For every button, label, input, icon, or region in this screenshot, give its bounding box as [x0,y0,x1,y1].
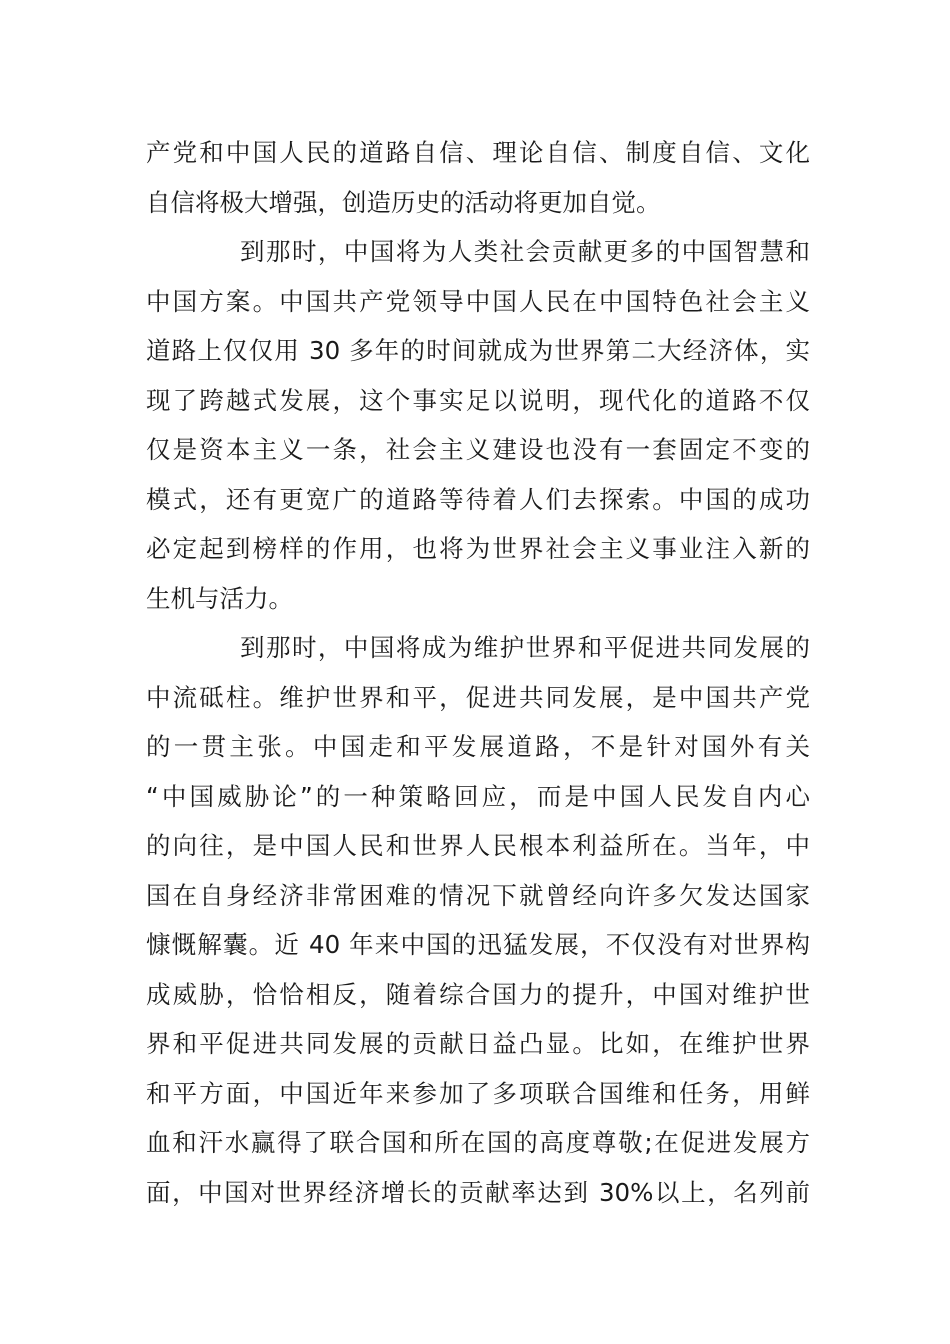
text-line: 自信将极大增强，创造历史的活动将更加自觉。 [146,187,661,217]
text-line: 现了跨越式发展，这个事实足以说明，现代化的道路不仅 [146,385,810,415]
text-line: 仅是资本主义一条，社会主义建设也没有一套固定不变的 [146,435,810,464]
text-line: 界和平促进共同发展的贡献日益凸显。比如，在维护世界 [146,1029,810,1058]
text-line: 生机与活力。 [146,583,293,613]
text-line: 面，中国对世界经济增长的贡献率达到 30%以上，名列前 [146,1177,810,1207]
text-line: 必定起到榜样的作用，也将为世界社会主义事业注入新的 [146,534,810,563]
text-line: 模式，还有更宽广的道路等待着人们去探索。中国的成功 [146,484,810,514]
text-line: 到那时，中国将成为维护世界和平促进共同发展的 [240,633,810,662]
text-line: 中流砥柱。维护世界和平，促进共同发展，是中国共产党 [146,682,810,712]
text-line: 成威胁，恰恰相反，随着综合国力的提升，中国对维护世 [146,979,810,1009]
text-line: 的一贯主张。中国走和平发展道路，不是针对国外有关 [146,732,810,761]
paragraph [146,128,810,227]
text-line: 国在自身经济非常困难的情况下就曾经向许多欠发达国家 [146,880,810,910]
text-line: 的向往，是中国人民和世界人民根本利益所在。当年，中 [146,831,810,860]
paragraph [146,623,810,1217]
text-line: 道路上仅仅用 30 多年的时间就成为世界第二大经济体，实 [146,336,810,365]
text-line: 和平方面，中国近年来参加了多项联合国维和任务，用鲜 [146,1078,810,1108]
text-line: 中国方案。中国共产党领导中国人民在中国特色社会主义 [146,286,810,316]
text-line: 血和汗水赢得了联合国和所在国的高度尊敬;在促进发展方 [146,1128,810,1157]
paragraph [146,227,810,623]
text-line: 产党和中国人民的道路自信、理论自信、制度自信、文化 [146,138,810,167]
document-body [146,128,810,1217]
text-line: “中国威胁论”的一种策略回应，而是中国人民发自内心 [146,781,810,811]
text-line: 慷慨解囊。近 40 年来中国的迅猛发展，不仅没有对世界构 [146,930,810,959]
text-line: 到那时，中国将为人类社会贡献更多的中国智慧和 [240,237,810,266]
